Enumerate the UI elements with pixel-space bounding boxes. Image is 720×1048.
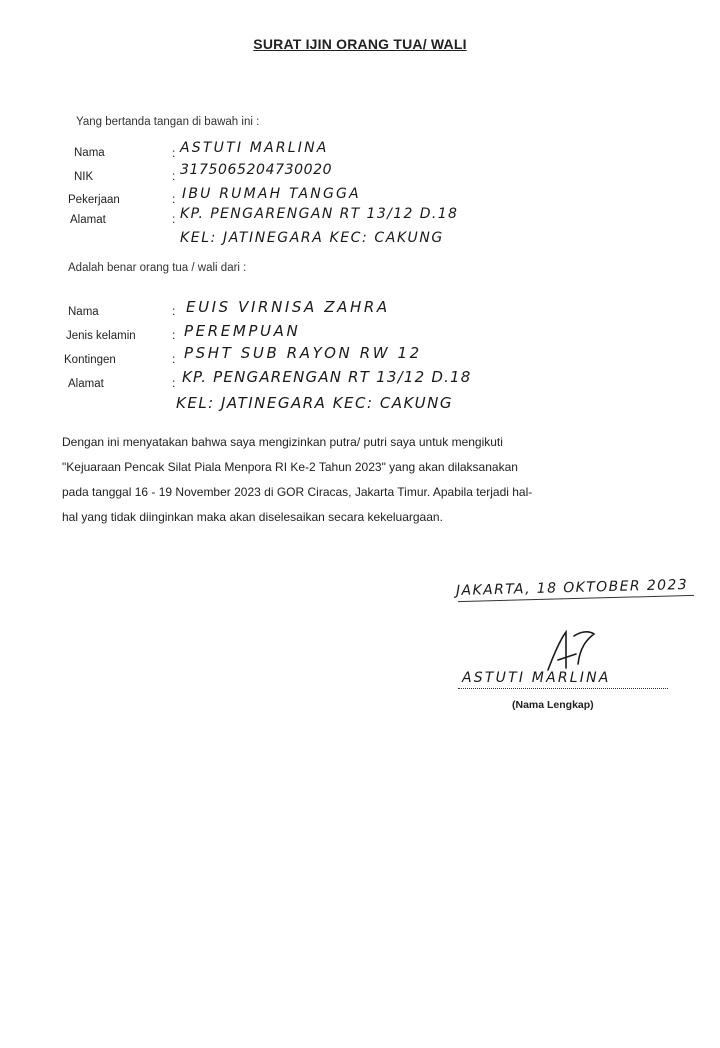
statement-line: Dengan ini menyatakan bahwa saya mengizinkan putra/ putri saya untuk mengikuti <box>62 435 503 449</box>
statement-paragraph <box>62 430 672 530</box>
colon: : <box>172 376 176 390</box>
child-name-label: Nama <box>68 306 99 318</box>
child-address-value: KP. PENGARENGAN RT 13/12 D.18 <box>182 368 472 386</box>
colon: : <box>172 328 176 342</box>
child-name-value: EUIS VIRNISA ZAHRA <box>186 298 390 316</box>
child-address-label: Alamat <box>68 378 104 390</box>
parent-name-value: ASTUTI MARLINA <box>180 140 329 156</box>
statement-line: "Kejuaraan Pencak Silat Piala Menpora RI Ke-2 Tahun 2023" yang akan dilaksanakan <box>62 460 518 474</box>
colon: : <box>172 146 176 160</box>
parent-name-label: Nama <box>74 147 105 159</box>
letter-title: SURAT IJIN ORANG TUA/ WALI <box>253 36 467 52</box>
statement-line: hal yang tidak diinginkan maka akan diselesaikan secara kekeluargaan. <box>62 510 443 524</box>
colon: : <box>172 192 176 206</box>
child-contingent-label: Kontingen <box>64 354 116 366</box>
child-address-value-line2: KEL: JATINEGARA KEC: CAKUNG <box>176 394 453 412</box>
intro-text: Yang bertanda tangan di bawah ini : <box>76 116 260 128</box>
colon: : <box>172 169 176 183</box>
place-date: JAKARTA, 18 OKTOBER 2023 <box>455 576 689 600</box>
colon: : <box>172 352 176 366</box>
parent-nik-value: 3175065204730020 <box>180 162 333 178</box>
parent-address-value-line2: KEL: JATINEGARA KEC: CAKUNG <box>180 230 444 246</box>
child-gender-value: PEREMPUAN <box>184 322 301 340</box>
colon: : <box>172 212 176 226</box>
parent-job-value: IBU RUMAH TANGGA <box>182 186 361 202</box>
parent-address-label: Alamat <box>70 214 106 226</box>
signer-name: ASTUTI MARLINA <box>462 670 611 686</box>
parent-nik-label: NIK <box>74 171 94 183</box>
statement-line: pada tanggal 16 - 19 November 2023 di GOR Ciracas, Jakarta Timur. Apabila terjadi hal- <box>62 485 533 499</box>
name-caption: (Nama Lengkap) <box>512 699 594 711</box>
child-gender-label: Jenis kelamin <box>66 330 136 342</box>
parent-job-label: Pekerjaan <box>68 194 120 206</box>
colon: : <box>172 304 176 318</box>
signature-dotted-line <box>458 688 668 689</box>
child-intro-text: Adalah benar orang tua / wali dari : <box>68 262 247 274</box>
child-contingent-value: PSHT SUB RAYON RW 12 <box>184 344 422 362</box>
parent-address-value: KP. PENGARENGAN RT 13/12 D.18 <box>180 206 459 222</box>
